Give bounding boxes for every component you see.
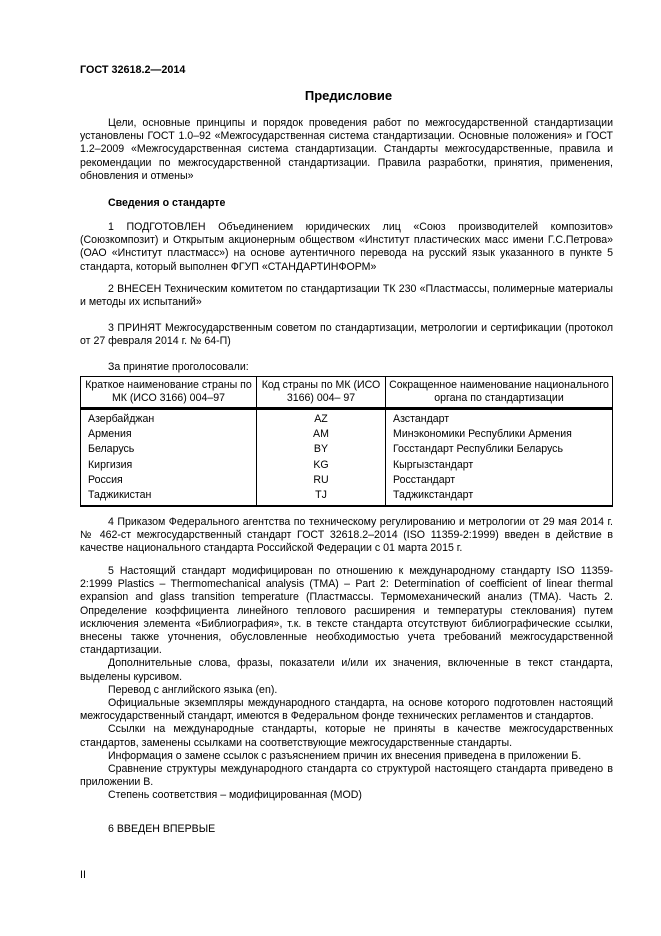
country-name: Киргизия [81, 458, 257, 473]
country-code: TJ [257, 488, 386, 506]
intro-text: Цели, основные принципы и порядок проведения работ по межгосударственной стандартизации установлены ГОСТ 1.0–92 «Межгосударственная система стандартизации. Основные положения» и ГОСТ 1.2–2009 «Межгосударственная система стандартизации. Стандарты межгосударственные, правила и рекомендации по межгосударственной стандартизации. Правила разработки, принятия, применения, обновления и отмены» [80, 117, 613, 182]
page-title: Предисловие [304, 88, 393, 103]
item-2-text: 2 ВНЕСЕН Техническим комитетом по стандартизации ТК 230 «Пластмассы, полимерные материалы и методы их испытаний» [80, 283, 613, 309]
table-row [81, 458, 613, 473]
section-title: Сведения о стандарте [108, 197, 226, 209]
document-header: ГОСТ 32618.2—2014 [80, 64, 186, 76]
table-row [81, 442, 613, 457]
country-code: AZ [257, 409, 386, 428]
votes-table [80, 376, 613, 507]
country-name: Беларусь [81, 442, 257, 457]
item-5-translation: Перевод с английского языка (en). [108, 683, 278, 696]
item-5-references: Ссылки на международные стандарты, которые не приняты в качестве межгосударственных стандартов, заменены ссылками на соответствующие межгосударственные стандарты. [80, 723, 613, 749]
country-name: Россия [81, 473, 257, 488]
country-name: Армения [81, 427, 257, 442]
intro-paragraph [80, 117, 613, 183]
col-standards-body: Сокращенное наименование национального органа по стандартизации [386, 377, 613, 409]
item-3-text: 3 ПРИНЯТ Межгосударственным советом по стандартизации, метрологии и сертификации (протокол от 27 февраля 2014 г. № 64-П) [80, 322, 613, 348]
col-country-code: Код страны по МК (ИСО 3166) 004– 97 [257, 377, 386, 409]
country-name: Азербайджан [81, 409, 257, 428]
country-code: BY [257, 442, 386, 457]
item-1-text: 1 ПОДГОТОВЛЕН Объединением юридических лиц «Союз производителей композитов» (Союзкомпозит) и Открытым акционерным обществом «Институт пластических масс имени Г.С.Петрова» (ОАО «Институт пластмасс») на основе аутентичного перевода на русский язык указанного в пункте 5 стандарта, который выполнен ФГУП «СТАНДАРТИНФОРМ» [80, 221, 613, 273]
item-4 [80, 516, 613, 556]
item-3 [80, 322, 613, 348]
table-row [81, 409, 613, 428]
table-row [81, 473, 613, 488]
table-row [81, 488, 613, 506]
standards-body: Таджикстандарт [386, 488, 613, 506]
standards-body: Росстандарт [386, 473, 613, 488]
standards-body: Кыргызстандарт [386, 458, 613, 473]
country-code: AM [257, 427, 386, 442]
table-header-row [81, 377, 613, 409]
item-5-text: 5 Настоящий стандарт модифицирован по отношению к международному стандарту ISO 11359-2:1999 Plastics – Thermomechanical analysis (TMA) – Part 2: Determination of coefficient of linear thermal expansion and glass transition temperature (Пластмассы. Термомеханический анализ (ТМА). Часть 2. Определение коэффициента линейного теплового расширения и температуры стеклования) путем исключения элемента «Библиография», т.к. в тексте стандарта отсутствуют библиографические ссылки, внесены также уточнения, обусловленные необходимостью учета требований межгосударственной стандартизации. [80, 565, 613, 657]
country-code: RU [257, 473, 386, 488]
item-6: 6 ВВЕДЕН ВПЕРВЫЕ [108, 823, 216, 835]
country-name: Таджикистан [81, 488, 257, 506]
item-5-references-info: Информация о замене ссылок с разъяснением причин их внесения приведена в приложении Б. [108, 749, 582, 762]
table-row [81, 427, 613, 442]
standards-body: Азстандарт [386, 409, 613, 428]
item-4-text: 4 Приказом Федерального агентства по техническому регулированию и метрологии от 29 мая 2014 г. № 462-ст межгосударственный стандарт ГОСТ 32618.2–2014 (ISO 11359-2:1999) введен в действие в качестве национального стандарта Российской Федерации с 01 марта 2015 г. [80, 516, 613, 555]
item-5-official-copies: Официальные экземпляры международного стандарта, на основе которого подготовлен настоящий межгосударственный стандарт, имеются в Федеральном фонде технических регламентов и стандартов. [80, 697, 613, 723]
item-1 [80, 221, 613, 274]
item-5-conformity: Степень соответствия – модифицированная (MOD) [108, 789, 362, 802]
votes-label: За принятие проголосовали: [108, 361, 249, 373]
item-5 [80, 565, 613, 803]
page-number: II [80, 869, 86, 881]
col-country-name: Краткое наименование страны по МК (ИСО 3166) 004–97 [81, 377, 257, 409]
item-2 [80, 283, 613, 309]
item-5-italic-note: Дополнительные слова, фразы, показатели и/или их значения, включенные в текст стандарта, выделены курсивом. [80, 657, 613, 683]
country-code: KG [257, 458, 386, 473]
standards-body: Госстандарт Республики Беларусь [386, 442, 613, 457]
standards-body: Минэкономики Республики Армения [386, 427, 613, 442]
item-5-structure-comparison: Сравнение структуры международного стандарта со структурой настоящего стандарта приведено в приложении В. [80, 763, 613, 789]
